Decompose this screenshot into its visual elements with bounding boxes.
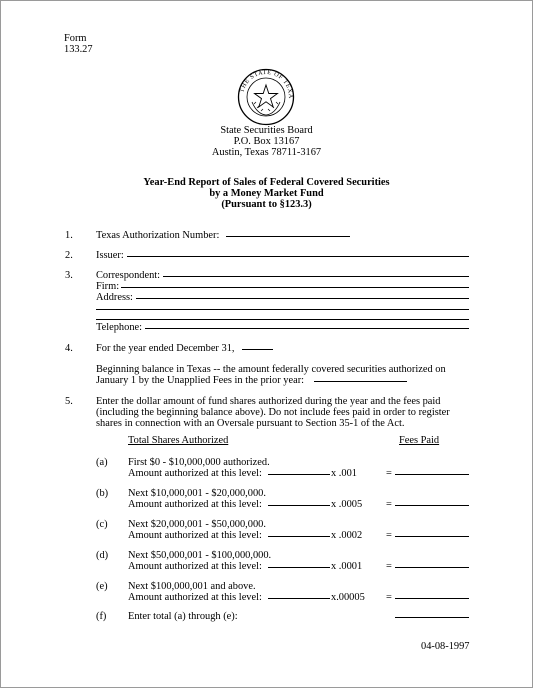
title-line-1: Year-End Report of Sales of Federal Covered Securities (143, 177, 390, 188)
total-fee-field[interactable] (395, 617, 469, 618)
item-5-text-line-1: Enter the dollar amount of fund shares authorized during the year and the fees paid (96, 396, 441, 407)
address-line-3: Austin, Texas 78711-3167 (211, 147, 322, 158)
row-b-amount-label: Amount authorized at this level: (128, 499, 262, 510)
row-a-description: First $0 - $10,000,000 authorized. (128, 457, 270, 468)
beginning-balance-line-2: January 1 by the Unapplied Fees in the prior year: (96, 375, 305, 386)
row-a-amount-field[interactable] (268, 474, 330, 475)
row-d-fee-field[interactable] (395, 567, 469, 568)
item-2-number: 2. (65, 250, 73, 261)
row-e-amount-field[interactable] (268, 598, 330, 599)
row-c-rate: x .0002 (331, 530, 363, 541)
address-field-2[interactable] (96, 309, 469, 310)
row-a-equals: = (386, 468, 392, 479)
row-c-fee-field[interactable] (395, 536, 469, 537)
item-1-number: 1. (65, 230, 73, 241)
row-a-letter: (a) (96, 457, 108, 468)
row-c-description: Next $20,000,001 - $50,000,000. (128, 519, 266, 530)
beginning-balance-field[interactable] (314, 381, 407, 382)
row-e-letter: (e) (96, 581, 108, 592)
row-e-description: Next $100,000,001 and above. (128, 581, 256, 592)
row-c-amount-field[interactable] (268, 536, 330, 537)
item-1-label: Texas Authorization Number: (96, 230, 220, 241)
header-fees-paid: Fees Paid (399, 435, 440, 446)
row-e-rate: x.00005 (331, 592, 365, 603)
item-5-text-line-2: (including the beginning balance above). Do not include fees paid in order to register (96, 407, 450, 418)
row-d-amount-field[interactable] (268, 567, 330, 568)
item-5-text-line-3: shares in connection with an Oversale pursuant to Section 35-1 of the Act. (96, 418, 405, 429)
row-c-letter: (c) (96, 519, 108, 530)
form-number: 133.27 (64, 44, 93, 55)
row-b-fee-field[interactable] (395, 505, 469, 506)
row-b-letter: (b) (96, 488, 109, 499)
item-3-number: 3. (65, 270, 73, 281)
row-f-letter: (f) (96, 611, 107, 622)
footer-date: 04-08-1997 (421, 641, 470, 652)
row-c-equals: = (386, 530, 392, 541)
state-seal (237, 68, 295, 126)
address-line-1: State Securities Board (220, 125, 313, 136)
address-line-2: P.O. Box 13167 (233, 136, 300, 147)
row-e-fee-field[interactable] (395, 598, 469, 599)
address-label: Address: (96, 292, 133, 303)
correspondent-field[interactable] (163, 276, 469, 277)
item-5-number: 5. (65, 396, 73, 407)
item-4-number: 4. (65, 343, 73, 354)
row-e-amount-label: Amount authorized at this level: (128, 592, 262, 603)
address-field[interactable] (136, 298, 469, 299)
firm-field[interactable] (121, 287, 469, 288)
row-a-amount-label: Amount authorized at this level: (128, 468, 262, 479)
beginning-balance-line-1: Beginning balance in Texas -- the amount federally covered securities authorized on (96, 364, 446, 375)
telephone-field[interactable] (145, 328, 469, 329)
svg-text:THE STATE OF TEXAS: THE STATE OF TEXA (238, 68, 295, 99)
row-b-amount-field[interactable] (268, 505, 330, 506)
year-ended-label: For the year ended December 31, (96, 343, 235, 354)
row-a-rate: x .001 (331, 468, 357, 479)
header-total-shares: Total Shares Authorized (128, 435, 229, 446)
address-field-3[interactable] (96, 319, 469, 320)
row-b-description: Next $10,000,001 - $20,000,000. (128, 488, 266, 499)
row-d-letter: (d) (96, 550, 109, 561)
row-c-amount-label: Amount authorized at this level: (128, 530, 262, 541)
issuer-field[interactable] (127, 256, 469, 257)
firm-label: Firm: (96, 281, 120, 292)
correspondent-label: Correspondent: (96, 270, 161, 281)
row-b-equals: = (386, 499, 392, 510)
row-a-fee-field[interactable] (395, 474, 469, 475)
authorization-number-field[interactable] (226, 236, 350, 237)
row-d-equals: = (386, 561, 392, 572)
row-d-amount-label: Amount authorized at this level: (128, 561, 262, 572)
form-label: Form (64, 33, 87, 44)
item-2-label: Issuer: (96, 250, 124, 261)
year-field[interactable] (242, 349, 273, 350)
row-d-description: Next $50,000,001 - $100,000,000. (128, 550, 272, 561)
title-line-3: (Pursuant to §123.3) (221, 199, 312, 210)
telephone-label: Telephone: (96, 322, 143, 333)
total-label: Enter total (a) through (e): (128, 611, 238, 622)
row-d-rate: x .0001 (331, 561, 363, 572)
title-line-2: by a Money Market Fund (209, 188, 324, 199)
row-b-rate: x .0005 (331, 499, 363, 510)
row-e-equals: = (386, 592, 392, 603)
